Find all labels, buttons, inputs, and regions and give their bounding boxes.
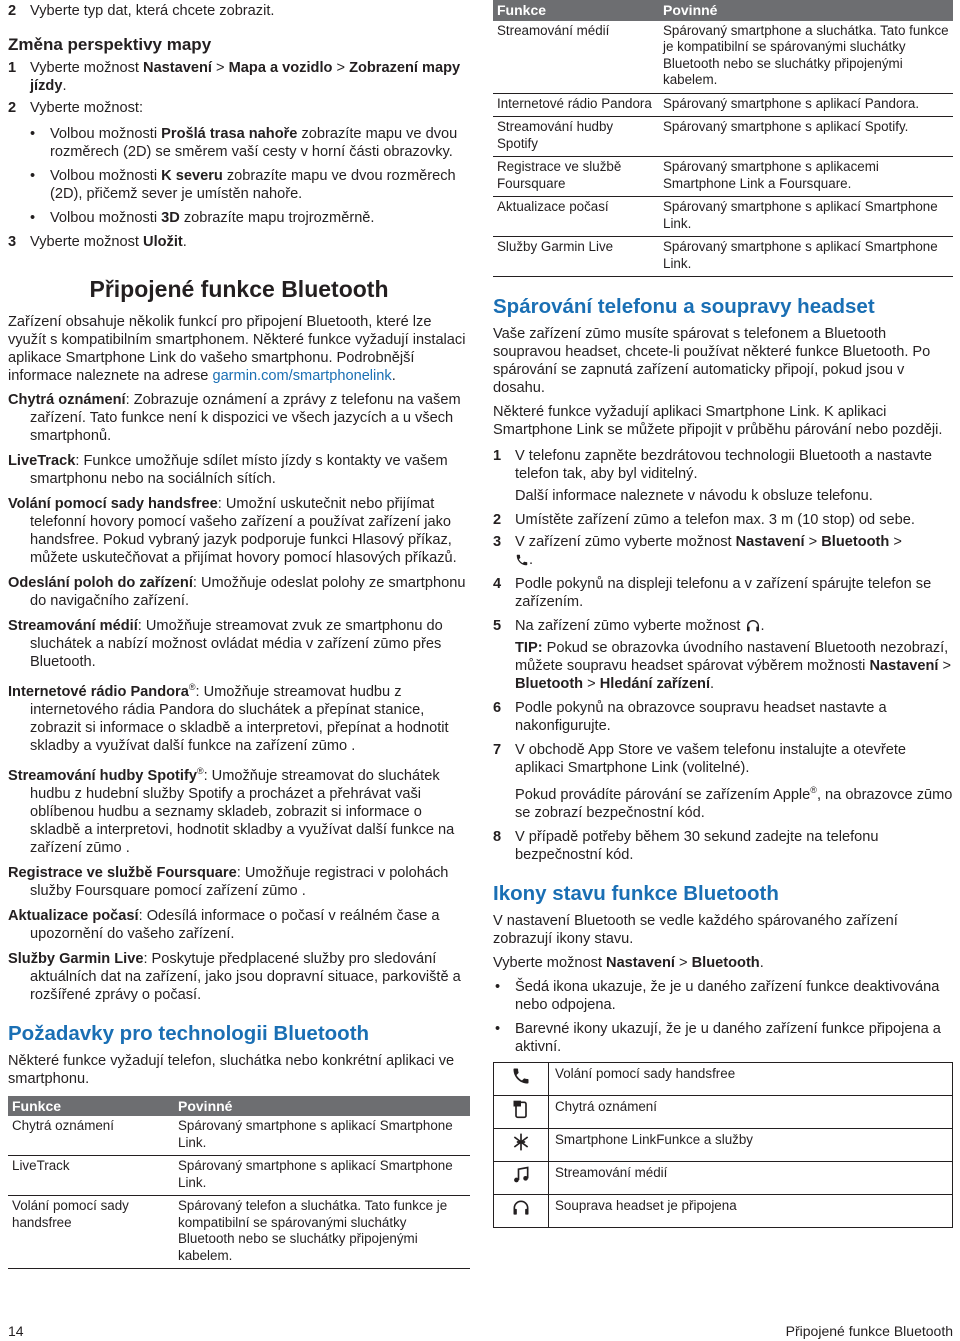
pair-step-6: 6 Podle pokynů na obrazovce soupravu headset nastavte a nakonfigurujte. xyxy=(493,700,887,734)
perspective-step-3: 3 Vyberte možnost Uložit. xyxy=(8,234,187,250)
requirements-title: Požadavky pro technologii Bluetooth xyxy=(8,1021,370,1045)
step-2-select-data: 2 Vyberte typ dat, která chcete zobrazit. xyxy=(8,3,275,19)
table-header-row xyxy=(8,1096,470,1117)
feature-livetrack: LiveTrack: Funkce umožňuje sdílet místo jízdy s kontakty ve vašem smartphonu nebo na sociálních sítích. xyxy=(8,453,448,487)
table-header-required: Povinné xyxy=(174,1096,470,1117)
icons-bullet-grey: • Šedá ikona ukazuje, že je u daného zařízení funkce deaktivována nebo odpojena. xyxy=(495,978,940,1013)
feature-garmin-live: Služby Garmin Live: Poskytuje předplacené služby pro sledování aktuálních dat na zařízení, jako jsou dopravní situace, parkoviště a rozšířené zprávy o počasí. xyxy=(8,950,461,1003)
bullet-track-up: • Volbou možnosti Prošlá trasa nahoře zobrazíte mapu ve dvou rozměrech (2D) se směrem vaší cesty v horní části obrazovky. xyxy=(30,126,458,160)
music-note-icon xyxy=(511,1165,531,1185)
pair-step-1: 1 V telefonu zapněte bezdrátovou technologii Bluetooth a nastavte telefon tak, aby byl viditelný. xyxy=(493,448,933,482)
requirements-intro: Některé funkce vyžadují telefon, sluchátka nebo konkrétní aplikaci ve smartphonu. xyxy=(8,1052,455,1087)
icons-intro-1: V nastavení Bluetooth se vedle každého spárovaného zařízení zobrazují ikony stavu. xyxy=(493,912,898,947)
table-header-row xyxy=(493,0,953,21)
pair-step-4: 4 Podle pokynů na displeji telefonu a v zařízení spárujte telefon se zařízením. xyxy=(493,576,932,610)
feature-weather: Aktualizace počasí: Odesílá informace o počasí v reálném čase a upozornění do vašeho zařízení. xyxy=(8,907,440,942)
pair-step-7: 7 V obchodě App Store ve vašem telefonu instalujte a otevřete aplikaci Smartphone Link (volitelné). xyxy=(493,742,907,776)
requirements-table-right xyxy=(493,0,953,277)
feature-smart-notifications: Chytrá oznámení: Zobrazuje oznámení a zprávy z telefonu na vašem zařízení. Tato funkce není k dispozici ve všech jazycích a u všech smartphonů. xyxy=(8,392,461,444)
table-row: Smartphone LinkFunkce a služby xyxy=(494,1128,953,1161)
feature-media-streaming: Streamování médií: Umožňuje streamovat zvuk ze smartphonu do sluchátek a nabízí možnost ovládat média v zařízení zūmo přes Bluetooth. xyxy=(8,618,443,670)
table-row: Volání pomocí sady handsfree Spárovaný telefon a sluchátka. Tato funkce je kompatibilní se spárovanými sluchátky Bluetooth nebo se sluchátky připojenými kabelem. xyxy=(8,1196,470,1269)
smartphonelink-link[interactable]: garmin.com/smartphonelink xyxy=(212,368,392,384)
feature-spotify: Streamování hudby Spotify®: Umožňuje streamovat do sluchátek hudbu z hudební služby Spotify a procházet a přehrávat vaši oblíbenou hudbu a seznamy skladeb, zobrazit si informace o skladbě a interpretovi, hodnotit skladby a využívat další funkce na zařízení zūmo . xyxy=(8,765,455,856)
smartphone-link-icon xyxy=(511,1132,531,1152)
page-number: 14 xyxy=(8,1323,24,1339)
right-column xyxy=(493,0,953,1228)
table-row: Souprava headset je připojena xyxy=(494,1194,953,1227)
pair-step-1-note: Další informace naleznete v návodu k obsluze telefonu. xyxy=(515,488,873,504)
feature-send-locations: Odeslání poloh do zařízení: Umožňuje odeslat polohy ze smartphonu do navigačního zařízení. xyxy=(8,575,466,609)
bullet-north-up: • Volbou možnosti K severu zobrazíte mapu ve dvou rozměrech (2D), přičemž sever je umístěn nahoře. xyxy=(30,168,456,202)
bluetooth-intro: Zařízení obsahuje několik funkcí pro připojení Bluetooth, které lze využít s kompatibilním smartphonem. Některé funkce vyžadují instalaci aplikace Smartphone Link do vašeho smartphonu. Podrobnější informace naleznete na adrese garmin.com/smartphonelink. xyxy=(8,314,466,384)
table-row: Volání pomocí sady handsfree xyxy=(494,1062,953,1095)
pair-step-5: 5 Na zařízení zūmo vyberte možnost . xyxy=(493,618,765,634)
table-row: Služby Garmin Live Spárovaný smartphone s aplikací Smartphone Link. xyxy=(493,237,953,277)
perspective-step-1: 1 Vyberte možnost Nastavení > Mapa a vozidlo > Zobrazení mapy jízdy. xyxy=(8,60,461,94)
footer-section-title: Připojené funkce Bluetooth xyxy=(785,1323,953,1339)
icons-bullet-color: • Barevné ikony ukazují, že je u daného zařízení funkce připojena a aktivní. xyxy=(495,1020,941,1055)
table-row: Streamování médií Spárovaný smartphone a sluchátka. Tato funkce je kompatibilní se spárovanými sluchátky Bluetooth nebo se sluchátky připojenými kabelem. xyxy=(493,21,953,94)
pair-step-8: 8 V případě potřeby během 30 sekund zadejte na telefonu bezpečnostní kód. xyxy=(493,828,879,863)
phone-icon xyxy=(515,553,529,567)
smart-notification-icon xyxy=(511,1099,531,1119)
feature-handsfree: Volání pomocí sady handsfree: Umožní uskutečnit nebo přijímat telefonní hovory pomocí vašeho zařízení a používat zařízení jako handsfree. Pokud vybraný jazyk podporuje funkci Hlasový příkaz, můžete uskutečňovat a přijímat hovory pomocí hlasových příkazů. xyxy=(8,496,457,566)
icons-title: Ikony stavu funkce Bluetooth xyxy=(493,881,779,905)
pairing-intro-2: Některé funkce vyžadují aplikaci Smartphone Link. K aplikaci Smartphone Link se můžete připojit v průběhu párování nebo později. xyxy=(493,404,943,438)
table-header-required: Povinné xyxy=(659,0,953,21)
feature-foursquare: Registrace ve službě Foursquare: Umožňuje registraci v polohách služby Foursquare pomocí zařízení zūmo . xyxy=(8,864,449,899)
pair-step-3: 3 V zařízení zūmo vyberte možnost Nastavení > Bluetooth > . xyxy=(493,534,902,568)
perspective-step-2: 2 Vyberte možnost: xyxy=(8,100,144,116)
left-column xyxy=(8,0,470,1269)
phone-icon xyxy=(511,1066,531,1086)
table-row: Registrace ve službě Foursquare Spárovaný smartphone s aplikacemi Smartphone Link a Foursquare. xyxy=(493,157,953,197)
headset-icon xyxy=(511,1198,531,1218)
table-row: Aktualizace počasí Spárovaný smartphone s aplikací Smartphone Link. xyxy=(493,197,953,237)
table-row: LiveTrack Spárovaný smartphone s aplikací Smartphone Link. xyxy=(8,1156,470,1196)
pairing-intro-1: Vaše zařízení zūmo musíte spárovat s telefonem a Bluetooth soupravou headset, chcete-li používat některé funkce Bluetooth. Po spárování se zapnutá zařízení automaticky připojí, pokud jsou v dosahu. xyxy=(493,326,931,396)
headset-icon xyxy=(745,618,761,634)
table-row: Chytrá oznámení Spárovaný smartphone s aplikací Smartphone Link. xyxy=(8,1116,470,1156)
pair-step-7-note: Pokud provádíte párování se zařízením Apple®, na obrazovce zūmo se zobrazí bezpečnostní kód. xyxy=(515,785,953,821)
status-icons-table xyxy=(493,1062,953,1228)
icons-intro-2: Vyberte možnost Nastavení > Bluetooth. xyxy=(493,954,764,971)
requirements-table-left xyxy=(8,1096,470,1270)
table-header-feature: Funkce xyxy=(493,0,659,21)
pair-step-2: 2 Umístěte zařízení zūmo a telefon max. 3 m (10 stop) od sebe. xyxy=(493,512,915,528)
pairing-title: Spárování telefonu a soupravy headset xyxy=(493,295,875,318)
bullet-3d: • Volbou možnosti 3D zobrazíte mapu trojrozměrně. xyxy=(30,210,375,226)
bluetooth-section-title: Připojené funkce Bluetooth xyxy=(89,276,389,302)
table-row: Internetové rádio Pandora Spárovaný smartphone s aplikací Pandora. xyxy=(493,93,953,117)
table-row: Streamování médií xyxy=(494,1161,953,1194)
perspective-title: Změna perspektivy mapy xyxy=(8,35,212,54)
table-row: Chytrá oznámení xyxy=(494,1095,953,1128)
pair-tip: TIP: Pokud se obrazovka úvodního nastavení Bluetooth nezobrazí, můžete soupravu headset spárovat výběrem možnosti Nastavení > Bluetooth > Hledání zařízení. xyxy=(515,640,952,692)
feature-pandora: Internetové rádio Pandora®: Umožňuje streamovat hudbu z internetového rádia Pandora do sluchátek a přepínat stanice, zobrazit si informace o skladbě a interpretovi, přepínat a hodnotit skladby a využívat další funkce na zařízení zūmo . xyxy=(8,682,449,754)
table-row: Streamování hudby Spotify Spárovaný smartphone s aplikací Spotify. xyxy=(493,117,953,157)
table-header-feature: Funkce xyxy=(8,1096,174,1117)
